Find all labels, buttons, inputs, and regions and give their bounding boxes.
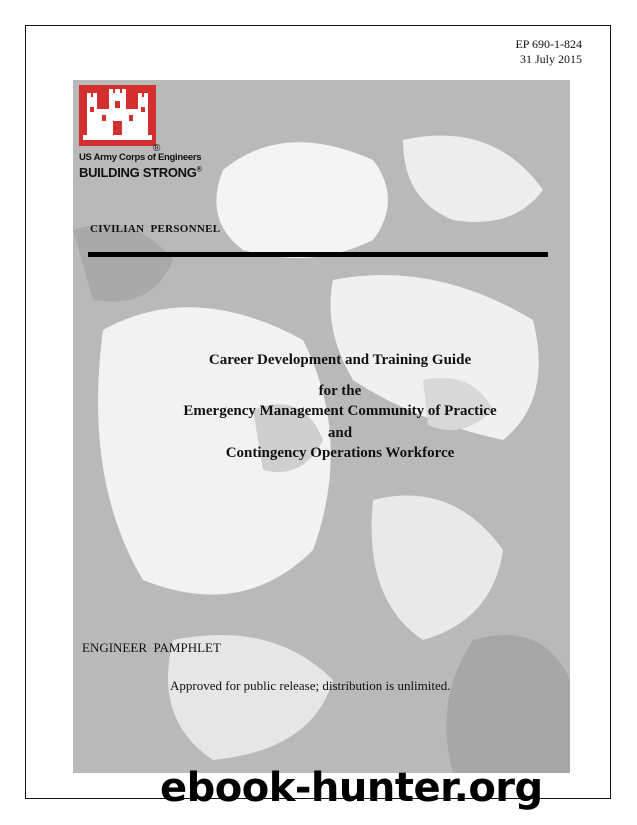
doc-number: EP 690-1-824 — [515, 37, 582, 51]
registered-mark: ® — [153, 143, 161, 154]
document-id-block — [515, 37, 582, 67]
pamphlet-type: ENGINEER PAMPHLET — [82, 640, 221, 655]
usace-logo — [79, 85, 209, 185]
category-label: CIVILIAN PERSONNEL — [90, 223, 221, 235]
castle-icon — [79, 85, 156, 146]
heading-rule — [88, 252, 548, 257]
title-line-1: Career Development and Training Guide — [208, 352, 472, 368]
slogan-text: BUILDING STRONG — [79, 165, 197, 180]
watermark: ebook-hunter.org — [160, 765, 543, 811]
slogan — [79, 165, 201, 180]
title-line-4: and — [327, 425, 353, 441]
title-line-2: for the — [318, 383, 362, 399]
org-name: US Army Corps of Engineers — [79, 152, 202, 163]
slogan-registered-mark: ® — [196, 166, 202, 174]
title-line-5: Contingency Operations Workforce — [225, 445, 455, 461]
release-statement: Approved for public release; distribution is unlimited. — [170, 678, 451, 693]
title-line-3: Emergency Management Community of Practice — [183, 403, 497, 419]
doc-date: 31 July 2015 — [519, 52, 582, 66]
